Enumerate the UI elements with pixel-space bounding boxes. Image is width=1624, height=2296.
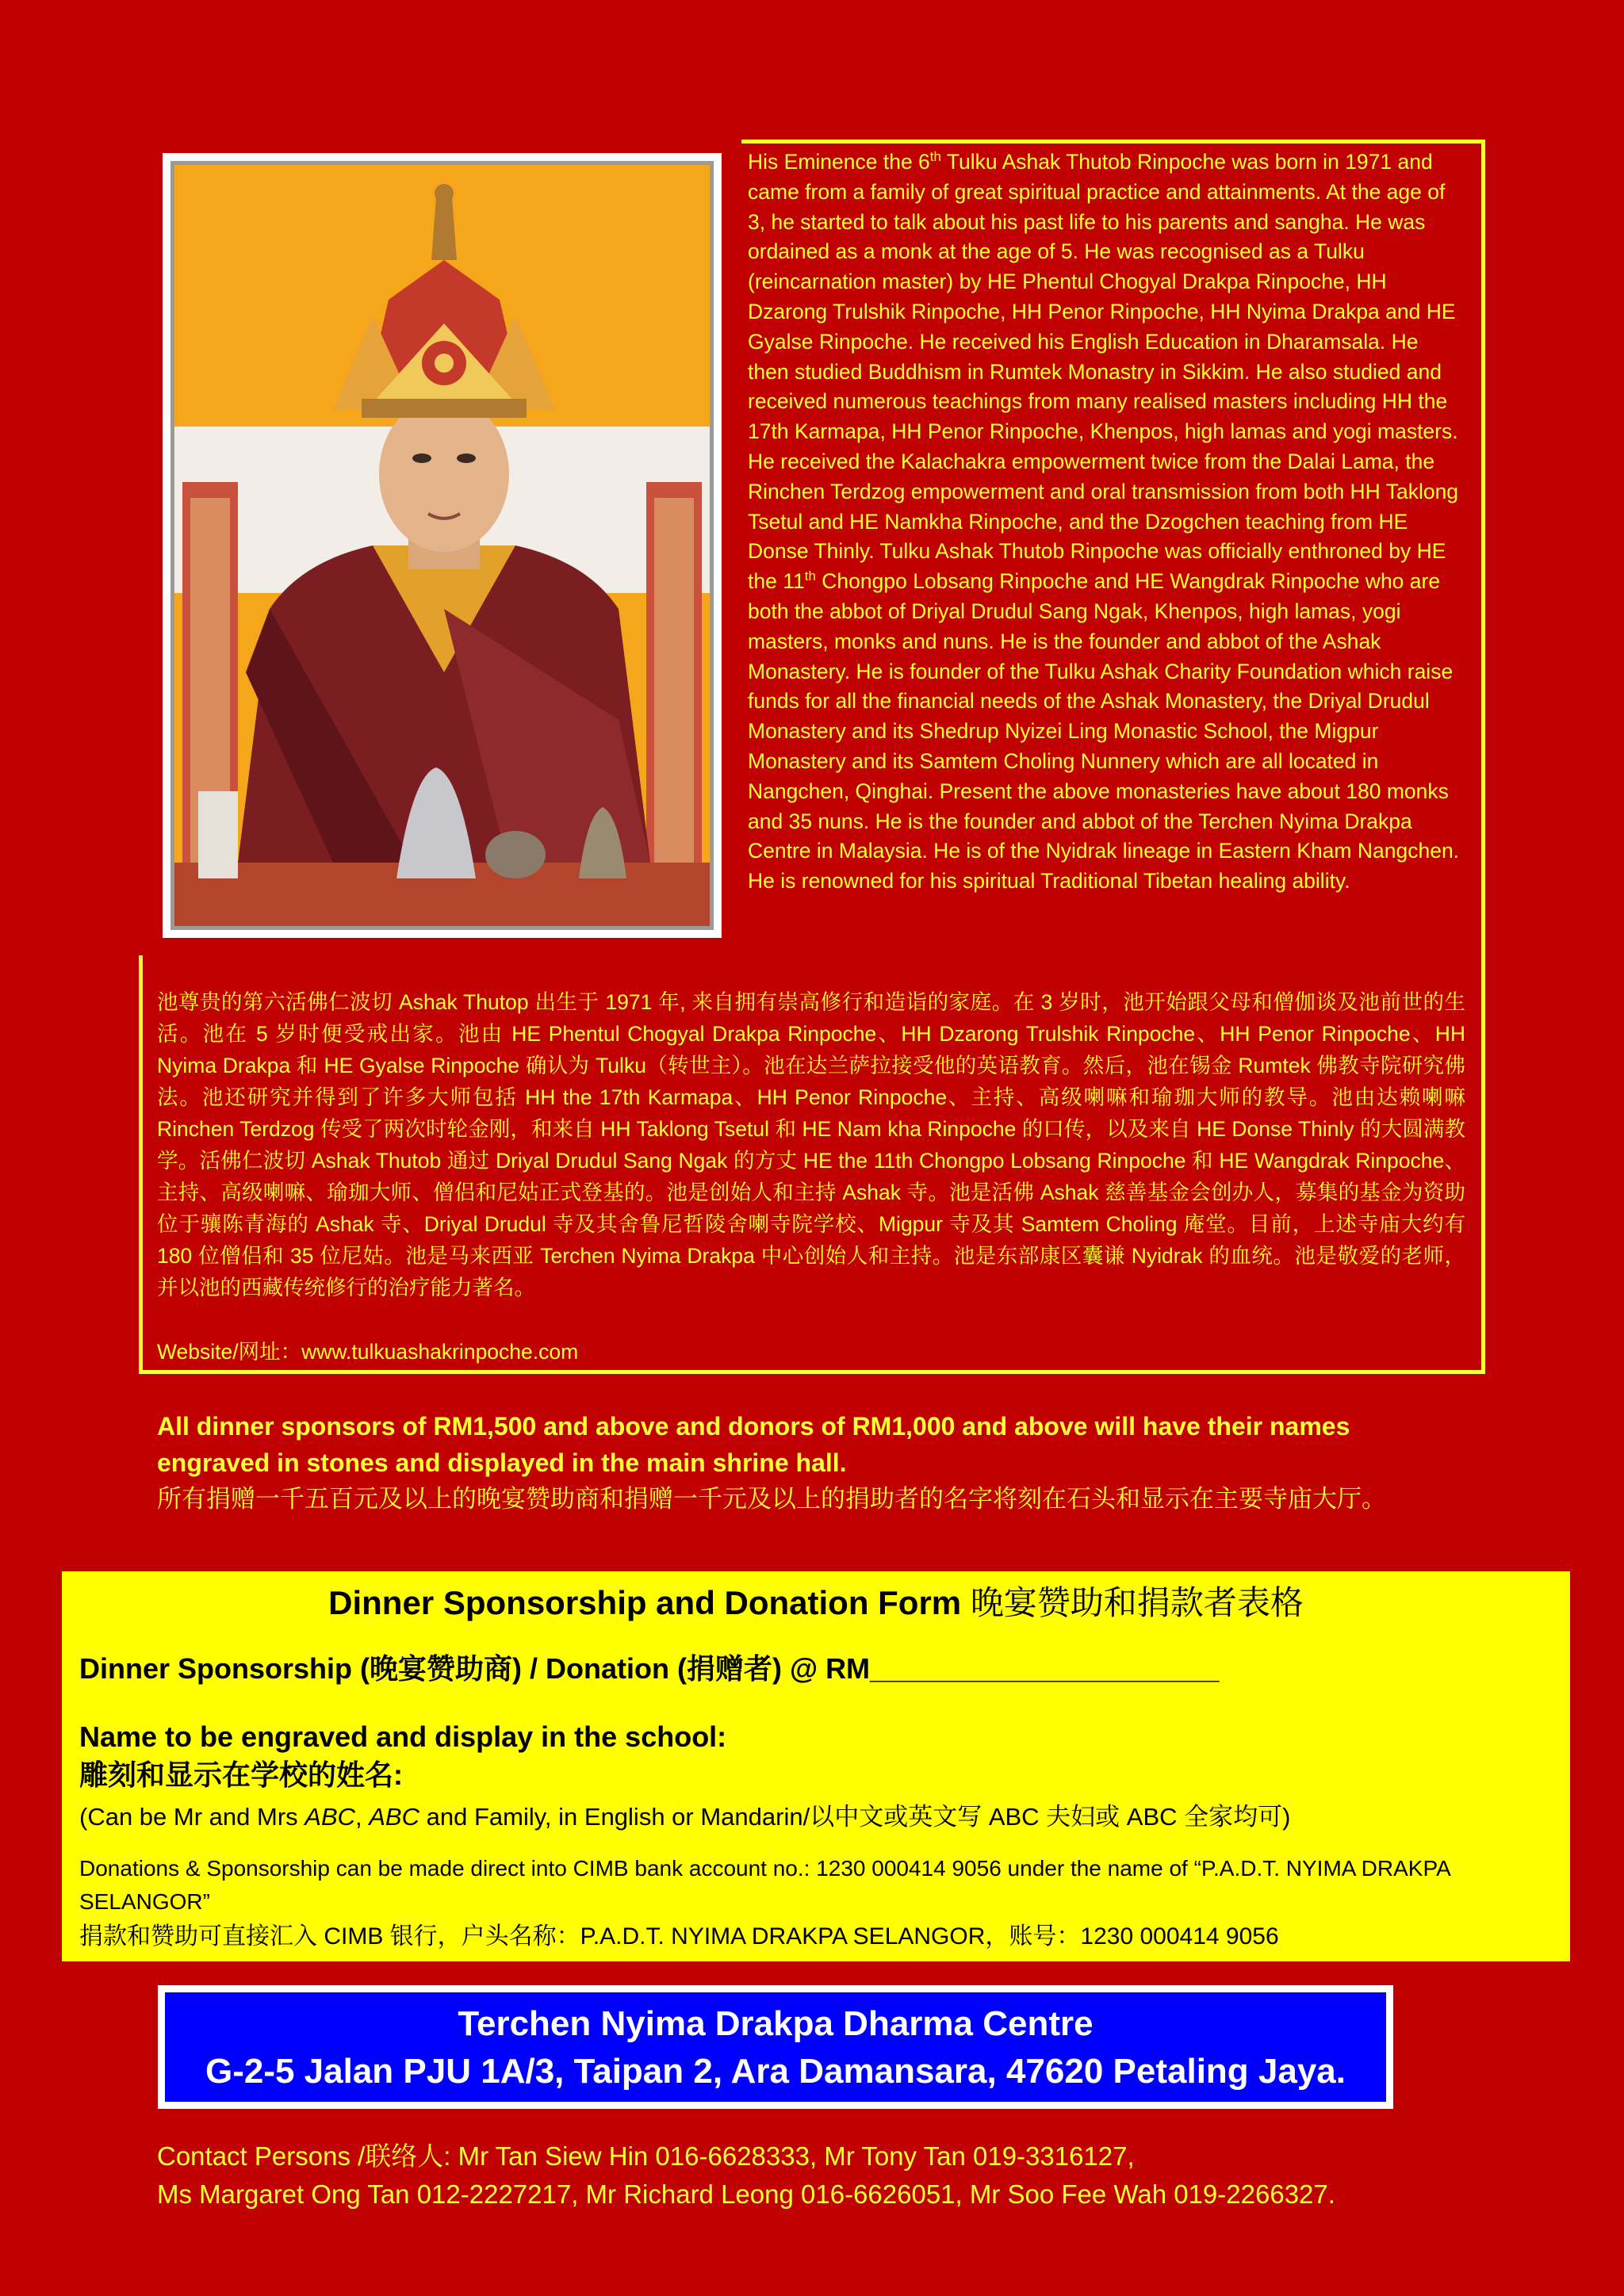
bio-en-part1: His Eminence the 6 [748,150,930,174]
bank-details-english: Donations & Sponsorship can be made direct into CIMB bank account no.: 1230 000414 9056 under the name of “P.A.D.T. NYIMA DRAKPA SELANGOR” [79,1856,1450,1914]
engraved-name-label-chinese: 雕刻和显示在学校的姓名: [79,1758,403,1791]
bank-details-chinese: 捐款和赞助可直接汇入 CIMB 银行，户头名称：P.A.D.T. NYIMA DRAKPA SELANGOR，账号：1230 000414 9056 [79,1923,1279,1950]
centre-address-banner [161,1988,1390,2106]
sponsor-notice-chinese: 所有捐赠一千五百元及以上的晚宴赞助商和捐赠一千元及以上的捐助者的名字将刻在石头和显示在主要寺庙大厅。 [157,1485,1386,1513]
donation-form-panel [62,1571,1570,1961]
note-text-a: (Can be Mr and Mrs [79,1803,305,1831]
contact-line-2: Ms Margaret Ong Tan 012-2227217, Mr Richard Leong 016-6626051, Mr Soo Fee Wah 019-2266327. [157,2179,1335,2209]
bio-en-part2: Tulku Ashak Thutob Rinpoche was born in 1971 and came from a family of great spiritual practice and attainments. At the age of 3, he started to talk about his past life to his parents and sangha. He was ordained as a monk at the age of 5. He was recognised as a Tulku (reincarnation master) by HE Phentul Chogyal Drakpa Rinpoche, HH Dzarong Trulshik Rinpoche, HH Penor Rinpoche, HH Nyima Drakpa and HE Gyalse Rinpoche. He received his English Education in Dharamsala. He then studied Buddhism in Rumtek Monastry in Sikkim. He also studied and received numerous teachings from many realised masters including HH the 17th Karmapa, HH Penor Rinpoche, Khenpos, high lamas and yogi masters. He received the Kalachakra empowerment twice from the Dalai Lama, the Rinchen Terdzog empowerment and oral transmission from both HH Taklong Tsetul and HE Namkha Rinpoche, and the Dzogchen teaching from HE Donse Thinly. Tulku Ashak Thutob Rinpoche was officially enthroned by HE the 11 [748,150,1459,594]
bio-border-top [741,140,1485,144]
biography-english [748,147,1461,897]
portrait-illustration [174,165,710,926]
centre-address: G-2-5 Jalan PJU 1A/3, Taipan 2, Ara Damansara, 47620 Petaling Jaya. [205,2052,1346,2091]
name-format-note [79,1800,1290,1835]
form-title [62,1579,1570,1627]
biography-chinese: 池尊贵的第六活佛仁波切 Ashak Thutop 出生于 1971 年, 来自拥有崇高修行和造诣的家庭。在 3 岁时，池开始跟父母和僧伽谈及池前世的生活。池在 5 岁时便受戒出家。池由 HE Phentul Chogyal Drakpa Rinpoche、HH Dzarong Trulshik Rinpoche、HH Penor Rinpoche、HH Nyima Drakpa 和 HE Gyalse Rinpoche 确认为 Tulku（转世主）。池在达兰萨拉接受他的英语教育。然后，池在锡金 Rumtek 佛教寺院研究佛法。池还研究并得到了许多大师包括 HH the 17th Karmapa、HH Penor Rinpoche、主持、高级喇嘛和瑜珈大师的教导。池由达赖喇嘛 Rinchen Terdzog 传受了两次时轮金刚，和来自 HH Taklong Tsetul 和 HE Nam kha Rinpoche 的口传，以及来自 HE Donse Thinly 的大圆满教学。活佛仁波切 Ashak Thutob 通过 Driyal Drudul Sang Ngak 的方丈 HE the 11th Chongpo Lobsang Rinpoche 和 HE Wangdrak Rinpoche、主持、高级喇嘛、瑜珈大师、僧侣和尼姑正式登基的。池是创始人和主持 Ashak 寺。池是活佛 Ashak 慈善基金会创办人，募集的基金为资助位于骧陈青海的 Ashak 寺、Driyal Drudul 寺及其舍鲁尼哲陵舍喇寺院学校、Migpur 寺及其 Samtem Choling 庵堂。目前，上述寺庙大约有 180 位僧侣和 35 位尼姑。池是马来西亚 Terchen Nyima Drakpa 中心创始人和主持。池是东部康区囊谦 Nyidrak 的血统。池是敬爱的老师，并以池的西藏传统修行的治疗能力著名。 [157,990,1465,1299]
bio-en-sup1: th [929,149,941,165]
portrait-image [170,161,714,930]
bio-border-left [139,955,143,1374]
contact-persons [157,2137,1584,2214]
bio-en-sup2: th [804,568,816,584]
centre-name: Terchen Nyima Drakpa Dharma Centre [458,2004,1094,2043]
contact-line-1: Contact Persons /联络人: Mr Tan Siew Hin 016-6628333, Mr Tony Tan 019-3316127, [157,2141,1135,2171]
bio-border-right [1481,140,1485,1374]
note-abc-1: ABC [304,1803,356,1831]
form-title-english: Dinner Sponsorship and Donation Form [328,1584,971,1621]
note-comma: , [355,1803,370,1831]
sponsor-notice-english: All dinner sponsors of RM1,500 and above and donors of RM1,000 and above will have their names engraved in stones and displayed in the main shrine hall. [157,1412,1350,1477]
note-text-b: and Family, in English or Mandarin/以中文或英文写 ABC 夫妇或 ABC 全家均可) [419,1803,1291,1831]
bio-border-bottom [139,1370,1485,1374]
bio-en-part3: Chongpo Lobsang Rinpoche and HE Wangdrak Rinpoche who are both the abbot of Driyal Drudul Sang Ngak, Khenpos, high lamas, yogi masters, monks and nuns. He is the founder and abbot of the Ashak Monastery. He is founder of the Tulku Ashak Charity Foundation which raise funds for all the financial needs of the Ashak Monastery, the Driyal Drudul Monastery and its Shedrup Nyizei Ling Monastic School, the Migpur Monastery and its Samtem Choling Nunnery which are all located in Nangchen, Qinghai. Present the above monasteries have about 180 monks and 35 nuns. He is the founder and abbot of the Terchen Nyima Drakpa Centre in Malaysia. He is of the Nyidrak lineage in Eastern Kham Nangchen. He is renowned for his spiritual Traditional Tibetan healing ability. [748,569,1460,894]
website-link[interactable]: Website/网址：www.tulkuashakrinpoche.com [157,1340,579,1364]
rinpoche-portrait-photo [163,153,722,938]
form-title-chinese: 晚宴赞助和捐款者表格 [970,1584,1304,1621]
sponsorship-amount-field[interactable]: Dinner Sponsorship (晚宴赞助商) / Donation (捐赠者) @ RM______________________ [79,1652,1220,1685]
note-abc-2: ABC [369,1803,419,1831]
engraved-name-label-english: Name to be engraved and display in the school: [79,1720,727,1753]
